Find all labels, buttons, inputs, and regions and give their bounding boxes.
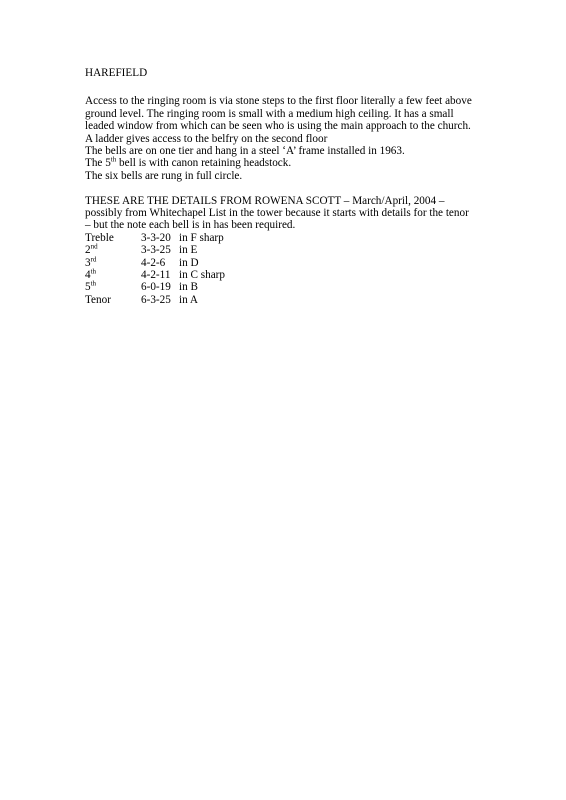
bell-note: in F sharp [179,231,224,244]
paragraph-line: The bells are on one tier and hang in a steel ‘A’ frame installed in 1963. [85,145,405,158]
bell-name-text: 2 [85,244,91,257]
bell-row [85,257,225,269]
bell-weight: 6-0-19 [141,281,171,294]
ordinal-suffix: rd [90,254,97,263]
bell-note: in C sharp [179,269,225,282]
bell-row [85,294,225,306]
bell-table [85,232,225,306]
bell-weight: 3-3-25 [141,244,171,257]
ordinal-suffix: th [110,155,117,164]
ordinal-suffix: nd [90,242,98,251]
bell-weight: 4-2-6 [141,256,166,269]
bell-note: in E [179,244,198,257]
paragraph-line: – but the note each bell is in has been required. [85,219,296,232]
paragraph-line: The six bells are rung in full circle. [85,169,243,182]
bell-row [85,232,225,244]
bell-name-text: 5 [85,281,91,294]
paragraph-line: A ladder gives access to the belfry on the second floor [85,132,328,145]
bell-note: in B [179,281,198,294]
bell-name-text: 3 [85,256,91,269]
paragraph-line: Access to the ringing room is via stone steps to the first floor literally a few feet above [85,95,472,108]
bell-name [85,281,141,293]
paragraph-line [85,157,485,169]
paragraph-line: possibly from Whitechapel List in the tower because it starts with details for the tenor [85,207,469,220]
bell-weight: 6-3-25 [141,293,171,306]
bell-row [85,244,225,256]
bell-note: in D [179,256,199,269]
line-text: bell is with canon retaining headstock. [116,157,292,170]
bell-weight: 4-2-11 [141,269,171,282]
paragraph-line: THESE ARE THE DETAILS FROM ROWENA SCOTT – March/April, 2004 – [85,194,445,207]
bell-row [85,269,225,281]
access-paragraph [85,95,485,182]
ordinal-suffix: th [90,267,97,276]
paragraph-line: leaded window from which can be seen who is using the main approach to the church. [85,120,471,133]
bell-note: in A [179,293,198,306]
details-paragraph [85,195,485,232]
paragraph-line: ground level. The ringing room is small with a medium high ceiling. It has a small [85,107,454,120]
line-text: The 5 [85,157,111,170]
bell-weight: 3-3-20 [141,231,171,244]
bell-row [85,281,225,293]
ordinal-suffix: th [90,279,97,288]
bell-name-text: 4 [85,269,91,282]
bell-name [85,294,141,306]
bell-name-text: Treble [85,231,114,244]
bell-name-text: Tenor [85,293,111,306]
document-content [85,67,485,306]
document-title: HAREFIELD [85,67,148,79]
paragraph-spacer [85,182,485,194]
